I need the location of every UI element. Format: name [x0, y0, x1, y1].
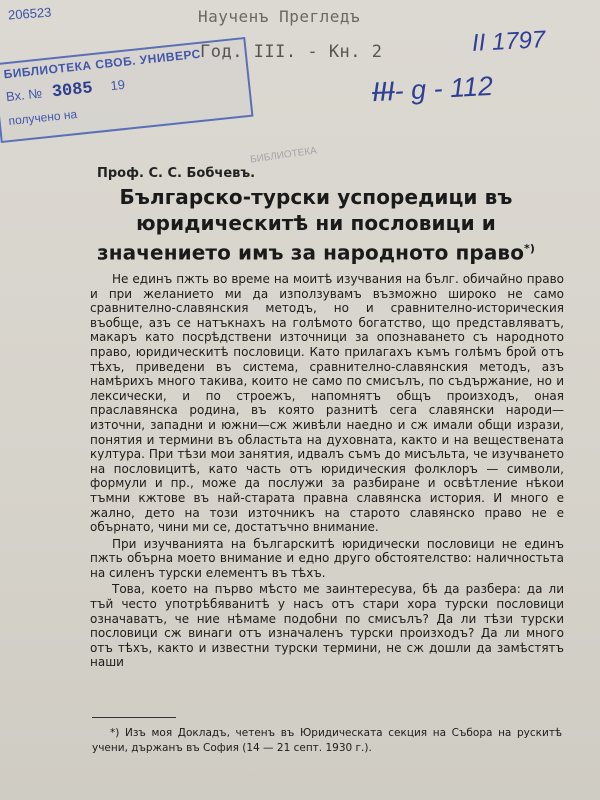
- faint-stamp: БИБЛИОТЕКА: [249, 145, 318, 166]
- article-author: Проф. С. С. Бобчевъ.: [97, 166, 256, 181]
- article-title: [66, 184, 566, 266]
- library-stamp-line2: [5, 76, 126, 107]
- article-title-text: Българско-турски успоредици въ юридическитѣ ни пословици и значението имъ за народното право: [96, 185, 525, 265]
- issue-line: Год. III. - Кн. 2: [200, 42, 383, 62]
- struck-numeral: III: [371, 76, 396, 108]
- library-stamp-line3: получено на: [7, 106, 78, 129]
- library-stamp: [0, 37, 253, 143]
- shelf-mark-handwritten: II 1797: [471, 26, 547, 57]
- library-stamp-prefix: Вх. №: [5, 85, 43, 105]
- paragraph: Това, което на първо мѣсто ме заинтересува, бѣ да разбера: да ли тъй често употрѣбяванитѣ у насъ отъ стари хора турски пословици означаватъ, че ние нѣмаме подобни по смисълъ? Да ли тѣзи турски пословици сж винаги отъ изначаленъ турски произходъ? Да ли много отъ тѣхъ, както и известни турски термини, не сж дошли да замѣстятъ наши: [90, 582, 564, 670]
- shelf-mark-handwritten-2: [371, 71, 494, 108]
- footnote-marker: *): [524, 242, 536, 255]
- paragraph: Не единъ пжть во време на моитѣ изучвания на бълг. обичайно право и при желанието ми да използувамъ възможно широко не само сравнително-славянския методъ, но и сравнително-историческия въобще, азъ се натъкнахъ на голѣмото богатство, що представляватъ, макаръ като посрѣдствени източници за опознаването съ народното право, юридическитѣ пословици. Като прилагахъ къмъ голѣмъ брой отъ тѣхъ, приведени въ система, сравнително-славянския методъ, азъ намѣрихъ много такива, които не само по смисълъ, по съдържание, но и лексически, и по строежъ, напомнятъ общъ произходъ, оная праславянска родина, въ която разнитѣ сега славянски народи—източни, западни и южни—сж живѣли наедно и сж имали общи изрази, понятия и термини въ областьта на духовната, както и на веществената култура. При тѣзи мои занятия, идвалъ съмъ до мисъльта, че изучването на пословицитѣ, като часть отъ юридическия фолклоръ — символи, формули и пр., може да послужи за разбиране и освѣтление нѣкои тъмни кжтове въ най-старата правна славянска история. И много е жално, дето на този източникъ на старото славянско право не е обърнато, чини ми се, достатъчно внимание.: [90, 272, 564, 535]
- paragraph: При изучванията на българскитѣ юридически пословици не единъ пжть обърна моето внимание и едно друго обстоятелство: наличностьта на силенъ турски елементъ въ тѣхъ.: [90, 536, 564, 580]
- library-stamp-line1: БИБЛИОТЕКА СВОБ. УНИВЕРС: [2, 46, 202, 82]
- shelf-mark-code: - g - 112: [393, 70, 494, 106]
- article-body: [90, 272, 564, 670]
- footnote: *) Изъ моя Докладъ, четенъ въ Юридическата секция на Събора на рускитѣ учени, държанъ въ София (14 — 21 септ. 1930 г.).: [92, 727, 562, 754]
- corner-stamp: 206523: [7, 4, 52, 23]
- footnote-divider: [92, 717, 176, 718]
- library-stamp-year: 19: [109, 76, 126, 94]
- journal-title: Наученъ Прегледъ: [198, 7, 361, 26]
- inventory-number: 3085: [51, 79, 94, 103]
